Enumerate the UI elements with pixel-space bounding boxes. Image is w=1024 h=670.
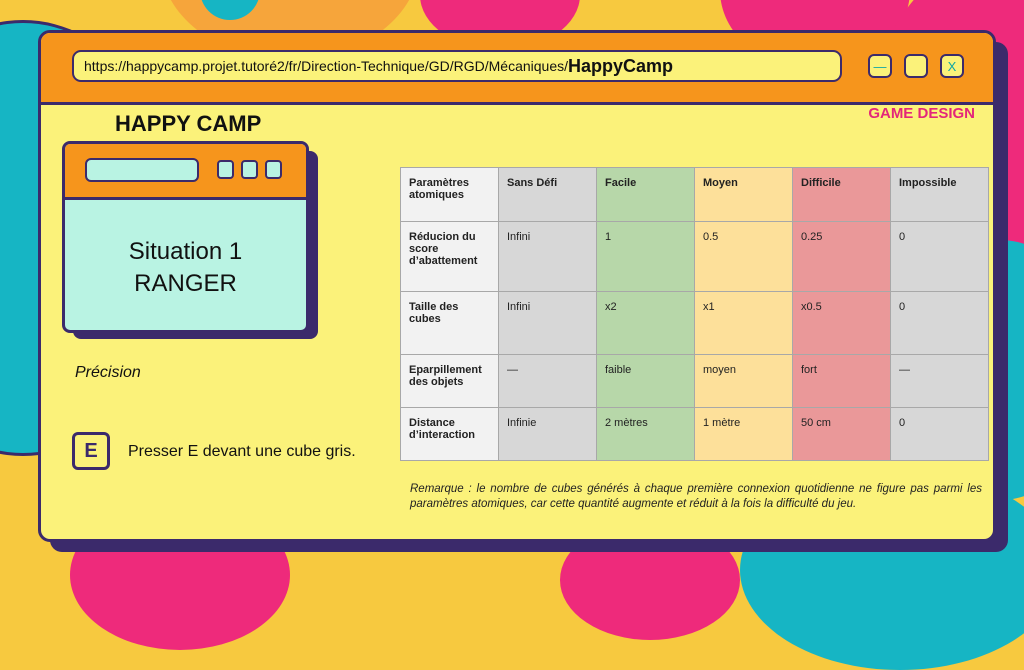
address-bar[interactable] [72, 50, 842, 82]
mini-address-bar [85, 158, 199, 182]
main-window [38, 30, 996, 542]
table-cell: Distance d’interaction [401, 408, 499, 461]
situation-name: RANGER [134, 270, 237, 297]
mini-window-button [217, 160, 234, 179]
table-cell: x2 [597, 292, 695, 355]
table-header: Impossible [891, 168, 989, 222]
mini-window-button [241, 160, 258, 179]
table-row [401, 292, 989, 355]
situation-number: Situation 1 [128, 238, 243, 265]
table-header: Difficile [793, 168, 891, 222]
table-cell: moyen [695, 355, 793, 408]
table-cell: 0 [891, 408, 989, 461]
url-page: HappyCamp [568, 55, 674, 76]
table-cell: Eparpillement des objets [401, 355, 499, 408]
key-e-icon: E [72, 432, 110, 470]
table-cell: x0.5 [793, 292, 891, 355]
table-header: Moyen [695, 168, 793, 222]
table-cell: 0.5 [695, 222, 793, 292]
table-cell: 50 cm [793, 408, 891, 461]
table-cell: 2 mètres [597, 408, 695, 461]
table-cell: 0 [891, 292, 989, 355]
table-cell: 1 mètre [695, 408, 793, 461]
table-cell: 1 [597, 222, 695, 292]
action-instruction: Presser E devant une cube gris. [128, 443, 356, 460]
parameters-table [400, 167, 989, 461]
situation-card [62, 141, 309, 333]
close-button[interactable]: X [940, 54, 964, 78]
url-path: https://happycamp.projet.tutoré2/fr/Direction-Technique/GD/RGD/Mécaniques/ [84, 58, 569, 74]
table-row [401, 408, 989, 461]
table-cell: — [499, 355, 597, 408]
table-header: Facile [597, 168, 695, 222]
table-row [401, 222, 989, 292]
table-row [401, 355, 989, 408]
table-cell: faible [597, 355, 695, 408]
situation-title [65, 236, 306, 300]
table-cell: 0.25 [793, 222, 891, 292]
precision-label: Précision [75, 364, 141, 381]
section-tag: GAME DESIGN [868, 105, 975, 122]
page-title: HAPPY CAMP [115, 111, 262, 136]
table-cell: Infinie [499, 408, 597, 461]
minimize-button[interactable]: — [868, 54, 892, 78]
remark-note: Remarque : le nombre de cubes générés à chaque première connexion quotidienne ne figure pas parmi les paramètres atomiques, car cette quantité augmente et réduit à la fois la difficulté du jeu. [410, 483, 982, 510]
table-cell: fort [793, 355, 891, 408]
mini-window-button [265, 160, 282, 179]
table-header-row [401, 168, 989, 222]
table-cell: Taille des cubes [401, 292, 499, 355]
table-cell: — [891, 355, 989, 408]
table-cell: Infini [499, 292, 597, 355]
mini-window-bar [65, 144, 306, 200]
table-cell: x1 [695, 292, 793, 355]
table-cell: 0 [891, 222, 989, 292]
maximize-button[interactable] [904, 54, 928, 78]
table-cell: Infini [499, 222, 597, 292]
table-cell: Réducion du score d’abattement [401, 222, 499, 292]
table-header: Sans Défi [499, 168, 597, 222]
table-header: Paramètres atomiques [401, 168, 499, 222]
window-titlebar [41, 33, 993, 105]
